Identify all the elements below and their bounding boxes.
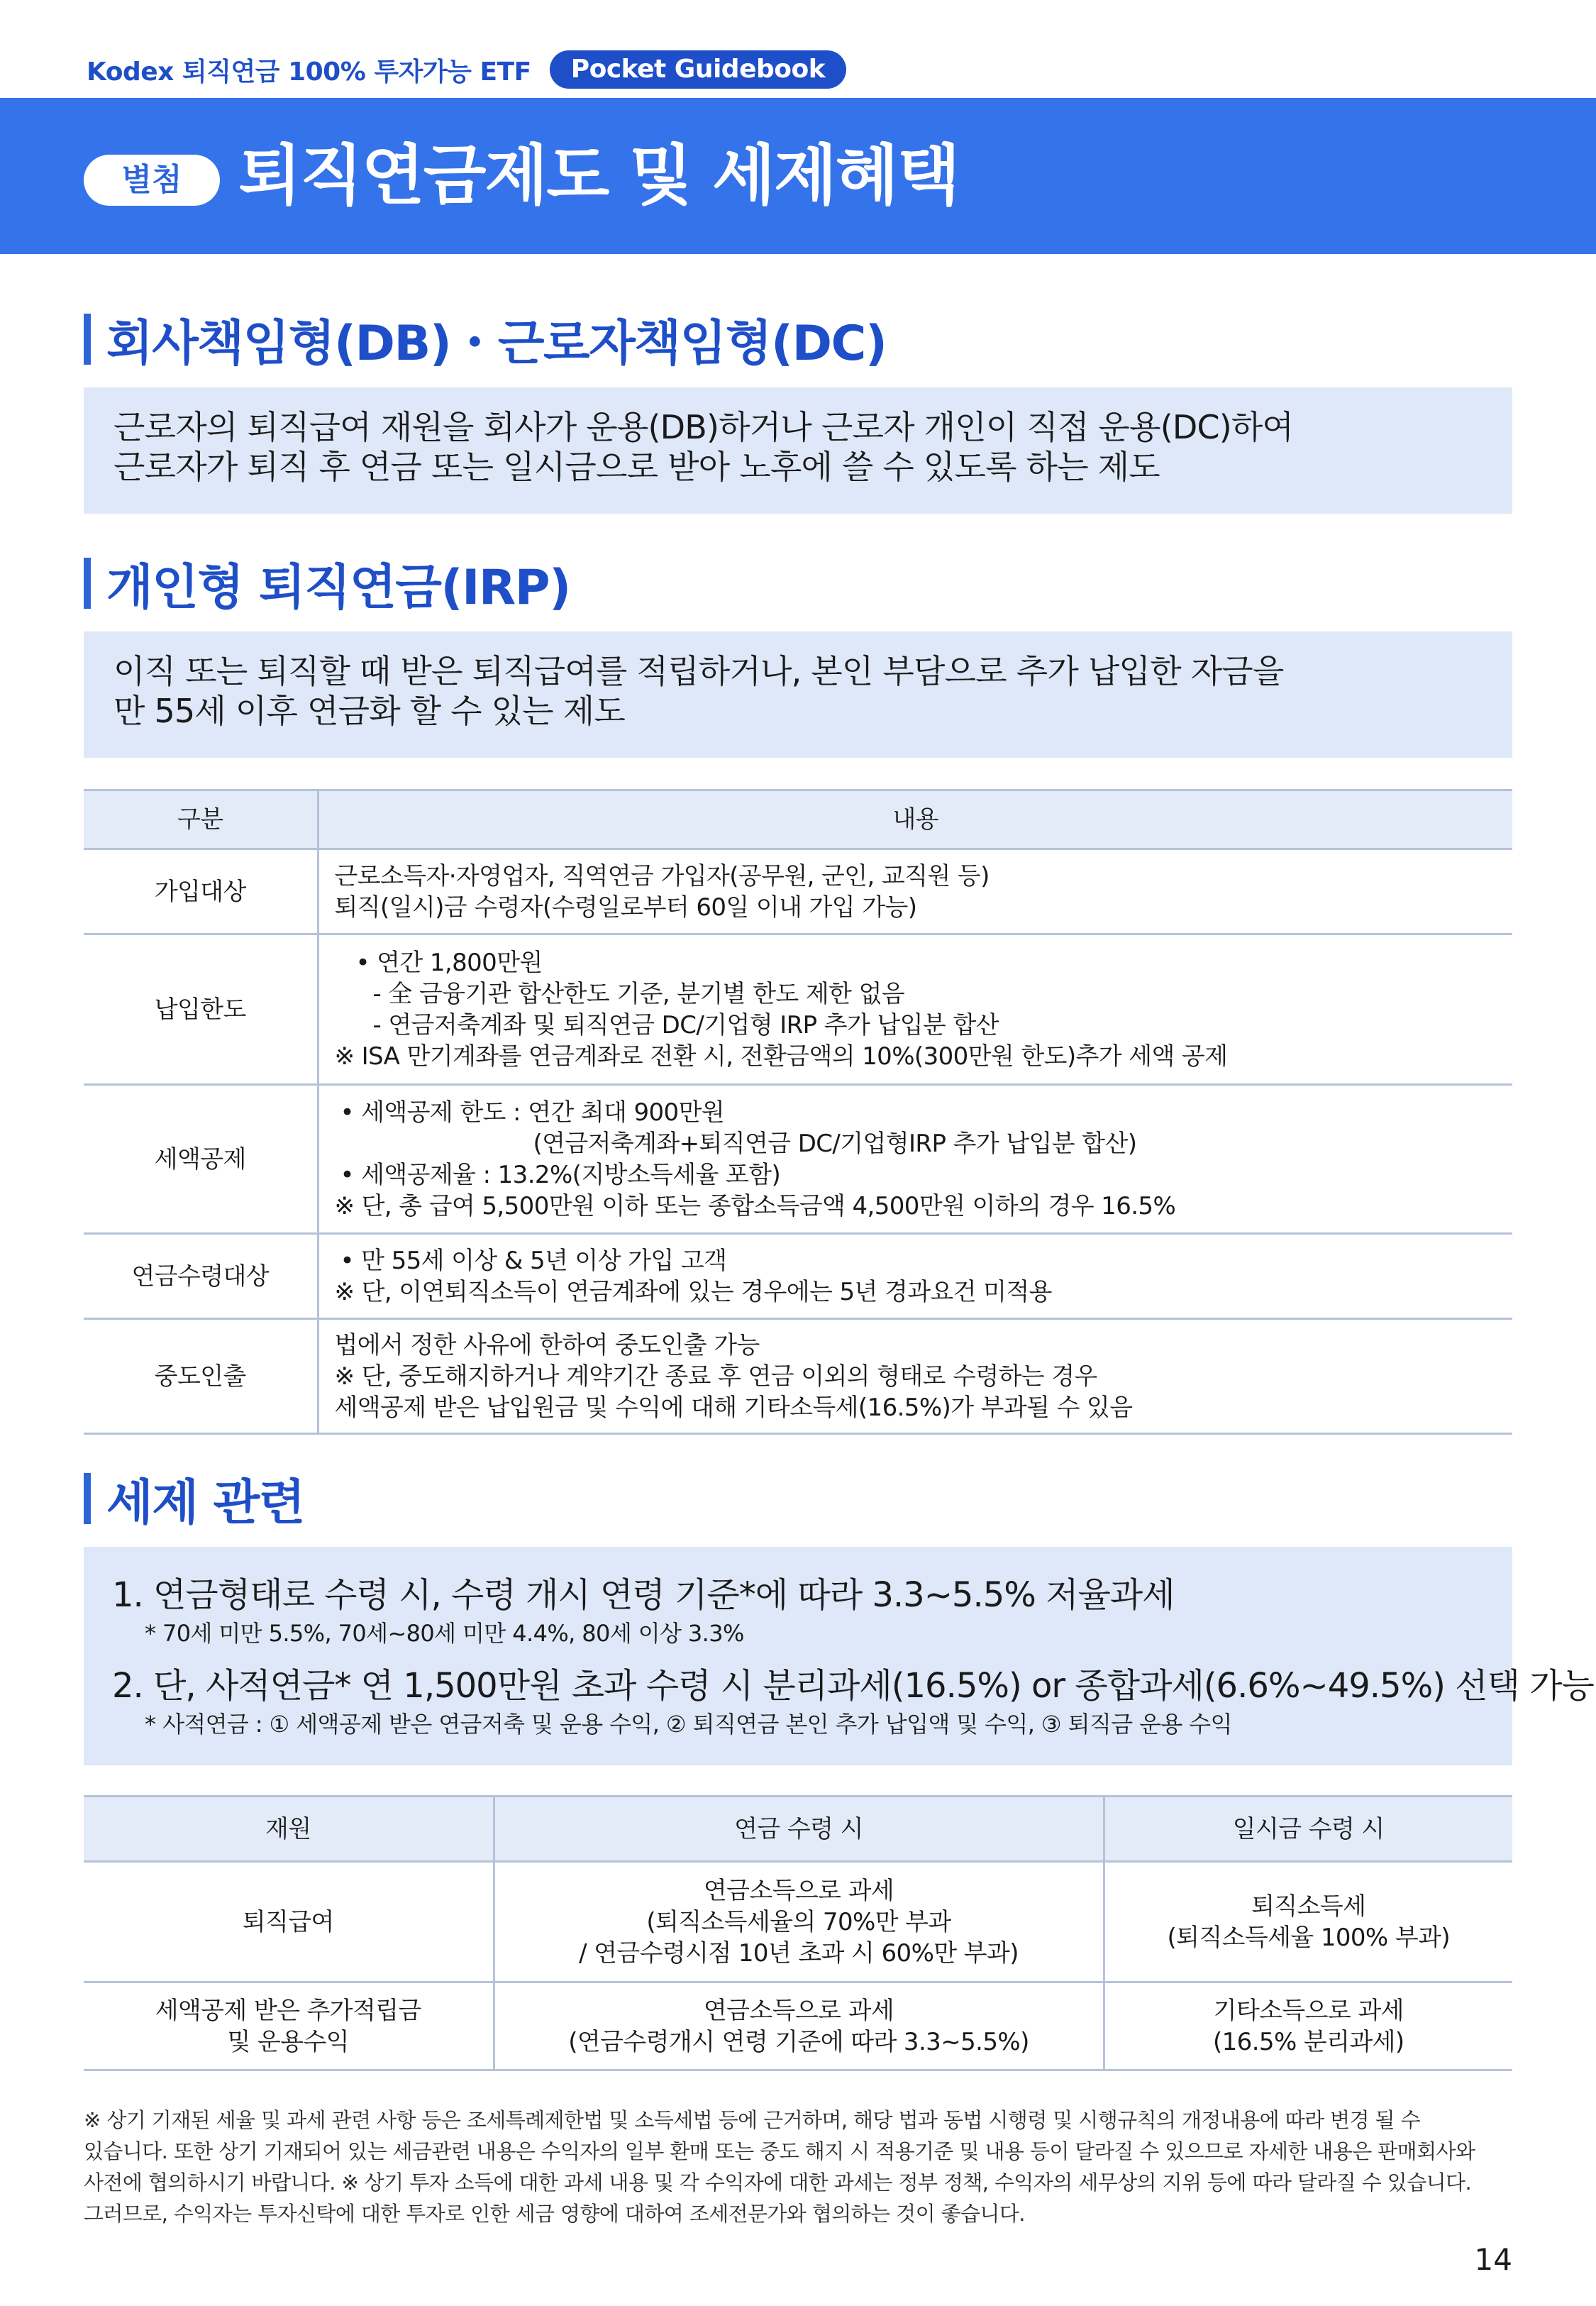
section-heading-db-dc [84, 311, 887, 372]
content-line: • 만 55세 이상 & 5년 이상 가입 고객 [340, 1246, 727, 1275]
cell-line: 퇴직급여 [242, 1907, 334, 1936]
cell-line: 세액공제 받은 추가적립금 [155, 1996, 421, 2025]
cell-line: (16.5% 분리과세) [1212, 2027, 1404, 2056]
content-line: ※ 단, 중도해지하거나 계약기간 종료 후 연금 이외의 형태로 수령하는 경우 [334, 1362, 1097, 1391]
irp-details-table [84, 789, 1512, 1435]
cell-line: 퇴직소득세 [1251, 1892, 1366, 1921]
footnote-line: ※ 상기 기재된 세율 및 과세 관련 사항 등은 조세특례제한법 및 소득세법 등에 근거하며, 해당 법과 동법 시행령 및 시행규칙의 개정내용에 따라 변경 될 수 [84, 2108, 1420, 2132]
row-label: 납입한도 [84, 934, 318, 1085]
section-heading-text: 회사책임형(DB)・근로자책임형(DC) [106, 315, 887, 372]
heading-accent-bar [84, 1473, 91, 1524]
row-label: 연금수령대상 [84, 1234, 318, 1319]
table-row [84, 1319, 1512, 1434]
row-content [318, 1085, 1512, 1234]
table-row [84, 849, 1512, 934]
source-cell [84, 1982, 494, 2070]
content-line: - 全 금융기관 합산한도 기준, 분기별 한도 제한 없음 [372, 979, 905, 1008]
table-row [84, 1982, 1512, 2070]
description-line: 이직 또는 퇴직할 때 받은 퇴직급여를 적립하거나, 본인 부담으로 추가 납입한 자금을 [113, 652, 1284, 690]
cell-line: / 연금수령시점 10년 초과 시 60%만 부과) [579, 1938, 1019, 1968]
cell-line: 기타소득으로 과세 [1213, 1996, 1404, 2025]
footnote-line: 사전에 협의하시기 바랍니다. ※ 상기 투자 소득에 대한 과세 내용 및 각 수익자에 대한 과세는 정부 정책, 수익자의 세무상의 지위 등에 따라 달라질 수 있습니다. [84, 2170, 1472, 2195]
content-line: (연금저축계좌+퇴직연금 DC/기업형IRP 추가 납입분 합산) [533, 1129, 1137, 1158]
footnote-line: 있습니다. 또한 상기 기재되어 있는 세금관련 내용은 수익자의 일부 환매 또는 중도 해지 시 적용기준 및 내용 등이 달라질 수 있으므로 자세한 내용은 판매회사와 [84, 2139, 1475, 2163]
table-header-row [84, 790, 1512, 849]
cell-line: (퇴직소득세율의 70%만 부과 [646, 1907, 951, 1936]
content-line: 근로소득자·자영업자, 직역연금 가입자(공무원, 군인, 교직원 등) [334, 861, 990, 890]
lump-sum-cell [1104, 1982, 1512, 2070]
content-line: • 세액공제 한도 : 연간 최대 900만원 [340, 1098, 725, 1127]
description-line: 근로자가 퇴직 후 연금 또는 일시금으로 받아 노후에 쓸 수 있도록 하는 제도 [113, 448, 1160, 486]
pension-cell [494, 1982, 1104, 2070]
section-heading-text: 개인형 퇴직연금(IRP) [106, 559, 570, 616]
row-content [318, 1234, 1512, 1319]
heading-accent-bar [84, 314, 91, 365]
content-line: 세액공제 받은 납입원금 및 수익에 대해 기타소득세(16.5%)가 부과될 수 있음 [334, 1393, 1133, 1422]
table-row [84, 1085, 1512, 1234]
source-cell [84, 1862, 494, 1982]
db-dc-description-box [84, 387, 1512, 514]
table-row [84, 1234, 1512, 1319]
cell-line: 및 운용수익 [227, 2027, 349, 2056]
guidebook-badge: Pocket Guidebook [550, 50, 846, 89]
pension-cell [494, 1862, 1104, 1982]
lump-sum-cell [1104, 1862, 1512, 1982]
irp-description-box [84, 631, 1512, 758]
row-content [318, 934, 1512, 1085]
table-row [84, 934, 1512, 1085]
tax-item-2-note: * 사적연금 : ① 세액공제 받은 연금저축 및 운용 수익, ② 퇴직연금 본인 추가 납입액 및 수익, ③ 퇴직금 운용 수익 [145, 1711, 1232, 1738]
column-header: 내용 [318, 790, 1512, 849]
content-line: • 연간 1,800만원 [355, 948, 543, 977]
cell-line: 연금소득으로 과세 [703, 1876, 894, 1905]
section-heading-tax [84, 1470, 304, 1531]
column-header: 재원 [84, 1797, 494, 1862]
content-line: - 연금저축계좌 및 퇴직연금 DC/기업형 IRP 추가 납입분 합산 [372, 1010, 999, 1039]
table-header-row [84, 1797, 1512, 1862]
row-label: 중도인출 [84, 1319, 318, 1434]
content-line: 법에서 정한 사유에 한하여 중도인출 가능 [334, 1330, 760, 1359]
table-row [84, 1862, 1512, 1982]
description-line: 만 55세 이후 연금화 할 수 있는 제도 [113, 692, 625, 730]
cell-line: (연금수령개시 연령 기준에 따라 3.3~5.5%) [568, 2027, 1029, 2056]
row-label: 가입대상 [84, 849, 318, 934]
row-content [318, 1319, 1512, 1434]
column-header: 구분 [84, 790, 318, 849]
tax-item-2: 2. 단, 사적연금* 연 1,500만원 초과 수령 시 분리과세(16.5%) or 종합과세(6.6%~49.5%) 선택 가능 [112, 1666, 1594, 1706]
footnote-line: 그러므로, 수익자는 투자신탁에 대한 투자로 인한 세금 영향에 대하여 조세전문가와 협의하는 것이 좋습니다. [84, 2202, 1025, 2226]
document-header [87, 50, 846, 89]
tax-summary-box [84, 1547, 1594, 1765]
section-heading-irp [84, 555, 570, 616]
tax-item-1-note: * 70세 미만 5.5%, 70세~80세 미만 4.4%, 80세 이상 3.3% [145, 1620, 744, 1647]
content-line: • 세액공제율 : 13.2%(지방소득세율 포함) [340, 1160, 781, 1189]
row-content [318, 849, 1512, 934]
appendix-tag: 별첨 [84, 155, 220, 206]
product-name: Kodex 퇴직연금 100% 투자가능 ETF [87, 57, 531, 87]
heading-accent-bar [84, 558, 91, 609]
tax-item-1: 1. 연금형태로 수령 시, 수령 개시 연령 기준*에 따라 3.3~5.5% 저율과세 [112, 1575, 1175, 1615]
row-label: 세액공제 [84, 1085, 318, 1234]
page-number: 14 [1474, 2242, 1512, 2277]
description-line: 근로자의 퇴직급여 재원을 회사가 운용(DB)하거나 근로자 개인이 직접 운용(DC)하여 [113, 408, 1294, 446]
content-line: 퇴직(일시)금 수령자(수령일로부터 60일 이내 가입 가능) [334, 893, 917, 922]
legal-footnote [84, 2104, 1514, 2229]
content-line: ※ ISA 만기계좌를 연금계좌로 전환 시, 전환금액의 10%(300만원 한도)추가 세액 공제 [334, 1042, 1228, 1071]
title-banner [0, 98, 1596, 254]
page-title: 퇴직연금제도 및 세제혜택 [238, 138, 959, 214]
cell-line: 연금소득으로 과세 [703, 1996, 894, 2025]
section-heading-text: 세제 관련 [106, 1474, 304, 1531]
tax-comparison-table [84, 1795, 1512, 2071]
column-header: 연금 수령 시 [494, 1797, 1104, 1862]
content-line: ※ 단, 이연퇴직소득이 연금계좌에 있는 경우에는 5년 경과요건 미적용 [334, 1277, 1052, 1306]
content-line: ※ 단, 총 급여 5,500만원 이하 또는 종합소득금액 4,500만원 이하의 경우 16.5% [334, 1191, 1176, 1220]
column-header: 일시금 수령 시 [1104, 1797, 1512, 1862]
cell-line: (퇴직소득세율 100% 부과) [1167, 1923, 1450, 1952]
